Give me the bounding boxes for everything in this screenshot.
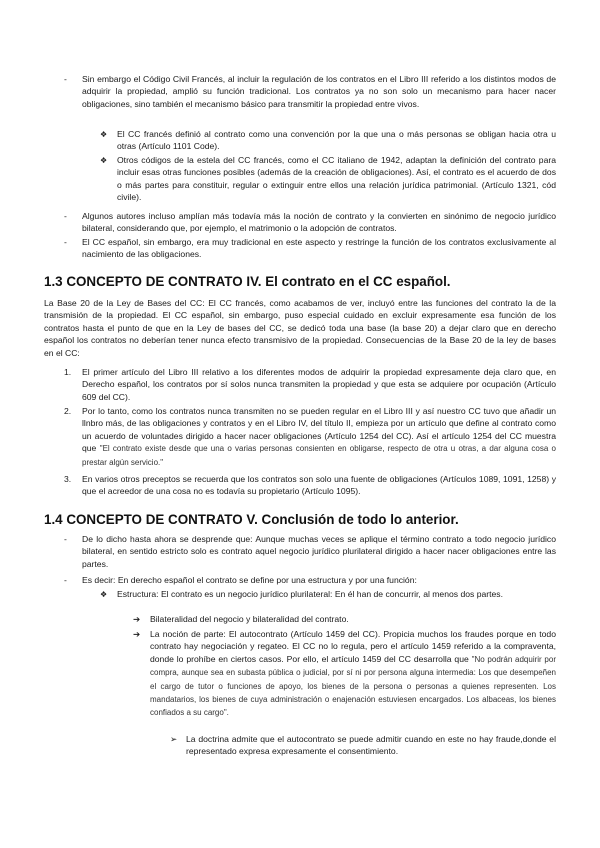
- list-item: La doctrina admite que el autocontrato se puede admitir cuando en este no hay fraude,donde el representado expresa expresamente el consentimiento.: [186, 734, 556, 757]
- list-item: De lo dicho hasta ahora se desprende que: Aunque muchas veces se aplique el término contrato a todo negocio jurídico bilateral, en sentido estricto solo es contrato aquel negocio jurídico plurilateral dirigido a hacer nacer obligaciones entre las partes.: [82, 534, 556, 569]
- list-item: Sin embargo el Código Civil Francés, al incluir la regulación de los contratos en el Libro III referido a los distintos modos de adquirir la propiedad, amplió su función tradicional. Los contratos ya no son solo un mecanismo para hacer nacer obligaciones, sino también el mecanismo básico para transmitir la propiedad entre vivos.: [82, 74, 556, 109]
- list-item: [150, 628, 556, 720]
- list-marker: ➢: [170, 734, 178, 744]
- list-item-text: Por lo tanto, como los contratos nunca transmiten no se pueden regular en el Libro III y así nuestro CC tuvo que añadir un llnbro más, de las obligaciones y contratos y en el Libro IV, del título II, empieza por un artículo que define al contrato como un acuerdo de voluntades dirigido a hacer nacer obligaciones (Artículo 1254 del CC). Así el artículo 1254 del CC muestra que: [82, 406, 556, 454]
- list-marker: 2.: [64, 406, 72, 416]
- list-item: Otros códigos de la estela del CC francés, como el CC italiano de 1942, adaptan la definición del contrato para incluir esas otras funciones posibles (además de la creación de obligaciones). Así, el contrato es el acuerdo de dos o más partes para constituir, regular o extinguir entre ellos una relación jurídica patrimonial. (Artículo 1321, cód civile).: [117, 155, 556, 203]
- list-item: Bilateralidad del negocio y bilateralidad del contrato.: [150, 614, 349, 624]
- list-item: Estructura: El contrato es un negocio jurídico plurilateral: En él han de concurrir, al menos dos partes.: [117, 589, 503, 599]
- list-marker: -: [64, 74, 67, 84]
- section-heading: 1.3 CONCEPTO DE CONTRATO IV. El contrato en el CC español.: [44, 274, 451, 289]
- list-item: Es decir: En derecho español el contrato se define por una estructura y por una función:: [82, 575, 417, 585]
- list-marker: 1.: [64, 367, 72, 377]
- list-item-text: La noción de parte: El autocontrato (Artículo 1459 del CC). Propicia muchos los fraudes porque en todo contrato hay negociación y regateo. El CC no lo regula, pero el artículo 1459 referido a la compraventa, donde lo prohíbe en ciertos casos. Por ello, el artículo 1459 del CC desarrolla que: [150, 629, 556, 664]
- list-marker: ❖: [100, 130, 108, 139]
- list-item: Algunos autores incluso amplían más todavía más la noción de contrato y la convierten en sinónimo de negocio jurídico bilateral, considerando que, por ejemplo, el matrimonio o la adopción de contratos.: [82, 211, 556, 234]
- legal-quote: "El contrato existe desde que una o varias personas consienten en obligarse, respecto de otra u otras, a dar alguna cosa o prestar algún servicio.": [82, 444, 556, 467]
- list-marker: -: [64, 534, 67, 544]
- list-marker: 3.: [64, 474, 72, 484]
- list-marker: -: [64, 575, 67, 585]
- list-item: En varios otros preceptos se recuerda que los contratos son solo una fuente de obligaciones (Artículos 1089, 1091, 1258) y que el acreedor de una cosa no es todavía su propietario (Artículo 1095).: [82, 474, 556, 497]
- list-marker: ➔: [133, 614, 141, 624]
- list-marker: ❖: [100, 590, 108, 599]
- list-marker: -: [64, 237, 67, 247]
- list-item: El primer artículo del Libro III relativo a los diferentes modos de adquirir la propiedad expresamente deja claro que, en Derecho español, los contratos por sí solos nunca transmiten la propiedad y que esta se adquiere por ocupación (Artículo 609 del CC).: [82, 367, 556, 402]
- legal-quote: "No podrán adquirir por compra, aunque sea en subasta pública o judicial, por sí ni por persona alguna intermedia: Los que desempeñen el cargo de tutor o funciones de apoyo, los bienes de la persona o personas a quienes representen. Los mandatarios, los bienes de cuya administración o enajenación estuviesen encargados. Los albaceas, los bienes confiados a su cargo".: [150, 654, 556, 718]
- list-marker: ➔: [133, 629, 141, 639]
- section-heading: 1.4 CONCEPTO DE CONTRATO V. Conclusión de todo lo anterior.: [44, 512, 459, 527]
- section-intro-paragraph: La Base 20 de la Ley de Bases del CC: El CC francés, como acabamos de ver, incluyó entre las funciones del contrato la de la transmisión de la propiedad. El CC español, sin embargo, puso especial cuidado en excluir expresamente esa función de los contratos hasta el punto de que en la Ley de bases del CC, se dedicó toda una base (la base 20) a dejar claro que en derecho español los contratos no deberían tener nunca efecto transmisivo de la propiedad. Consecuencias de la Base 20 de la ley de bases en el CC:: [44, 298, 556, 358]
- list-item: [82, 405, 556, 469]
- list-item: El CC español, sin embargo, era muy tradicional en este aspecto y restringe la función de los contratos exclusivamente al nacimiento de las obligaciones.: [82, 237, 556, 260]
- list-marker: -: [64, 211, 67, 221]
- list-item: El CC francés definió al contrato como una convención por la que una o más personas se obligan hacia otra u otras (Artículo 1101 Code).: [117, 129, 556, 152]
- list-marker: ❖: [100, 156, 108, 165]
